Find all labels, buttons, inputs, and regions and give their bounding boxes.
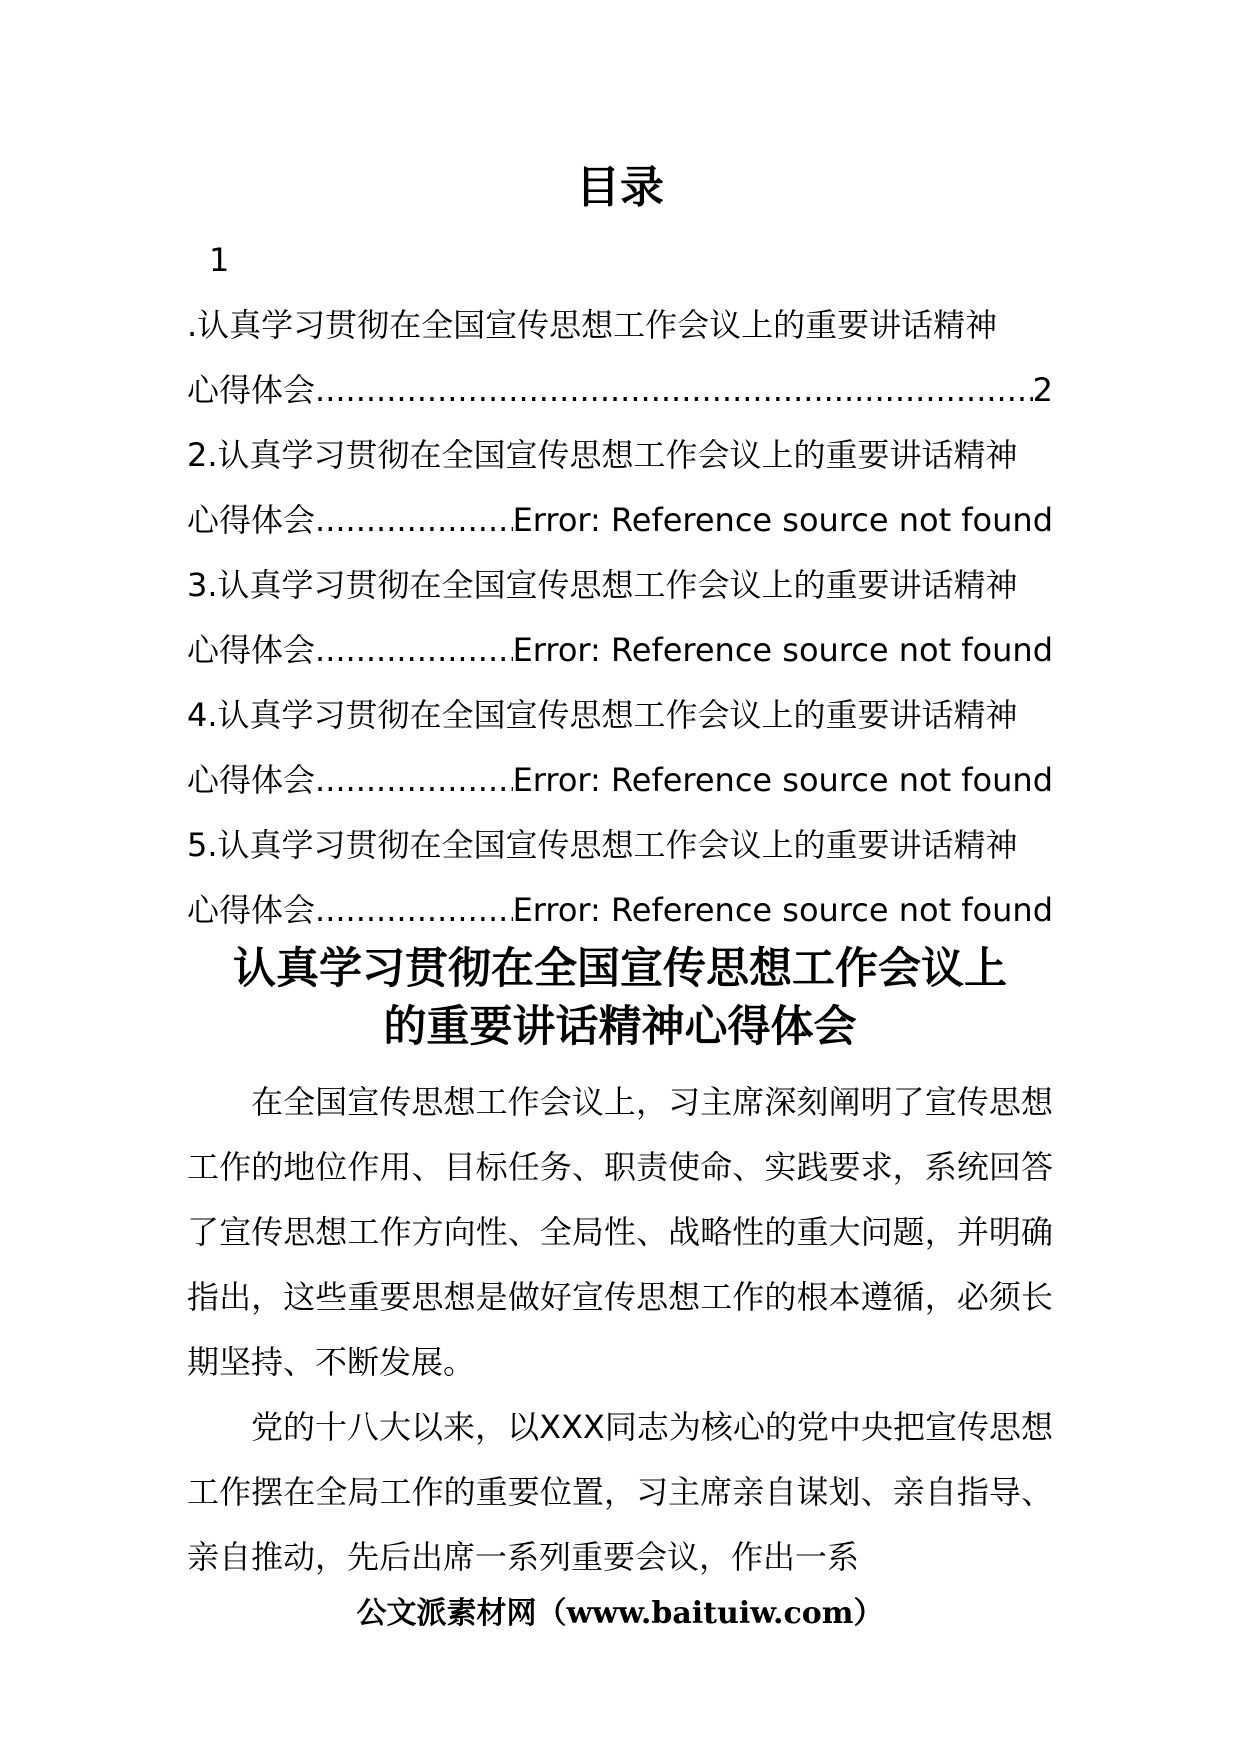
- toc-first-number: 1: [209, 241, 230, 279]
- toc-entry-page: 2: [1032, 371, 1053, 409]
- article-title-line-1: 认真学习贯彻在全国宣传思想工作会议上: [233, 944, 1007, 994]
- article-title: [187, 940, 1053, 1056]
- toc-entry-4-line2[interactable]: [187, 748, 1053, 813]
- toc-entry-label: 心得体会: [187, 761, 316, 799]
- toc-dot-leader: [315, 878, 513, 943]
- toc-dot-leader: [315, 748, 513, 813]
- toc-entry-page: Error: Reference source not found: [512, 891, 1053, 929]
- toc-entry-label: 心得体会: [187, 371, 316, 409]
- toc-dot-leader: [315, 488, 513, 553]
- footer-source-text: 公文派素材网（www.baituiw.com）: [356, 1596, 884, 1631]
- toc-entry-label: 心得体会: [187, 631, 316, 669]
- toc-entry-page: Error: Reference source not found: [512, 631, 1053, 669]
- paragraph-1: 在全国宣传思想工作会议上，习主席深刻阐明了宣传思想工作的地位作用、目标任务、职责使命、实践要求，系统回答了宣传思想工作方向性、全局性、战略性的重大问题，并明确指出，这些重要思想是做好宣传思想工作的根本遵循，必须长期坚持、不断发展。: [187, 1083, 1053, 1381]
- toc-entry-3-line2[interactable]: [187, 618, 1053, 683]
- toc-entry-5-title[interactable]: 5.认真学习贯彻在全国宣传思想工作会议上的重要讲话精神: [187, 826, 1018, 864]
- toc-entry-page: Error: Reference source not found: [512, 501, 1053, 539]
- toc-dot-leader: [315, 358, 1033, 423]
- paragraph-2: 党的十八大以来，以XXX同志为核心的党中央把宣传思想工作摆在全局工作的重要位置，习主席亲自谋划、亲自指导、亲自推动，先后出席一系列重要会议，作出一系: [187, 1408, 1053, 1576]
- toc-entry-5-line2[interactable]: [187, 878, 1053, 943]
- toc-entry-3-title[interactable]: 3.认真学习贯彻在全国宣传思想工作会议上的重要讲话精神: [187, 566, 1018, 604]
- toc-entry-2-title[interactable]: 2.认真学习贯彻在全国宣传思想工作会议上的重要讲话精神: [187, 436, 1018, 474]
- toc-dot-leader: [315, 618, 513, 683]
- toc-entry-4-title[interactable]: 4.认真学习贯彻在全国宣传思想工作会议上的重要讲话精神: [187, 696, 1018, 734]
- toc-entry-1-title[interactable]: .认真学习贯彻在全国宣传思想工作会议上的重要讲话精神: [187, 306, 998, 344]
- article-title-line-2: 的重要讲话精神心得体会: [383, 1002, 857, 1052]
- toc-entry-label: 心得体会: [187, 501, 316, 539]
- toc-entry-2-line2[interactable]: [187, 488, 1053, 553]
- table-of-contents: [187, 228, 1053, 943]
- toc-title: 目录: [576, 162, 664, 213]
- toc-entry-page: Error: Reference source not found: [512, 761, 1053, 799]
- article-body: [187, 1070, 1053, 1590]
- toc-entry-1-line2[interactable]: [187, 358, 1053, 423]
- toc-entry-label: 心得体会: [187, 891, 316, 929]
